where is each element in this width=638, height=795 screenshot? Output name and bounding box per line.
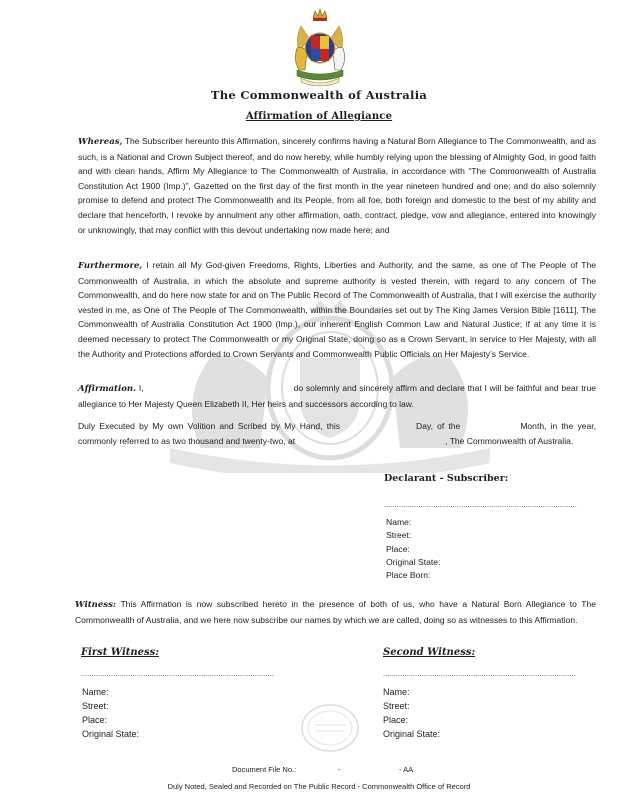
declarant-original-state-field[interactable]: Original State: xyxy=(386,556,441,567)
second-witness-signature-line[interactable]: .......................................................................................... xyxy=(383,671,577,678)
witness-text: This Affirmation is now subscribed hereto in the presence of both of us, who have a Natural Born Allegiance to The Commonwealth of Australia, and we here now subscribe our names by which we are called, doing so as witnesses to this Affirmation. xyxy=(75,599,596,625)
declarant-place-field[interactable]: Place: xyxy=(386,543,410,554)
document-file-label: Document File No.: xyxy=(232,765,297,774)
first-witness-original-state-field[interactable]: Original State: xyxy=(82,729,140,739)
affirmation-pre: I, xyxy=(136,383,144,393)
whereas-paragraph xyxy=(78,134,596,237)
document-file-dash: - xyxy=(338,765,341,774)
page-subtitle: Affirmation of Allegiance xyxy=(245,111,393,122)
first-witness-fields xyxy=(82,685,139,741)
witness-paragraph xyxy=(75,597,596,627)
execution-part2: Day, of the xyxy=(416,421,461,431)
royal-coat-of-arms-icon xyxy=(291,8,349,90)
affirmation-paragraph xyxy=(78,381,596,411)
second-witness-street-field[interactable]: Street: xyxy=(383,701,410,711)
execution-part1: Duly Executed by My own Volition and Scribed by My Hand, this xyxy=(78,421,341,431)
declarant-label: Declarant - Subscriber: xyxy=(384,473,509,484)
first-witness-place-field[interactable]: Place: xyxy=(82,715,108,725)
affirmation-text: do solemnly and sincerely affirm and declare that I will be faithful and bear true allegiance to Her Majesty Queen Elizabeth II, Her heirs and successors according to law. xyxy=(78,383,597,409)
execution-paragraph xyxy=(78,419,596,448)
first-witness-signature-line[interactable]: .......................................................................................... xyxy=(81,671,275,678)
declarant-name-field[interactable]: Name: xyxy=(386,517,412,527)
declarant-signature-line[interactable]: .......................................................................................... xyxy=(384,502,578,509)
affirmation-lead: Affirmation. xyxy=(78,384,137,394)
page-title: The Commonwealth of Australia xyxy=(210,88,428,102)
execution-part4: commonly referred to as two thousand and twenty-two, at xyxy=(78,435,296,446)
second-witness-fields xyxy=(383,685,440,741)
second-witness-original-state-field[interactable]: Original State: xyxy=(383,729,441,739)
declarant-fields xyxy=(386,516,440,582)
whereas-text: The Subscriber hereunto this Affirmation, sincerely confirms having a Natural Born Allegiance to The Commonwealth, and as such, is a National and Crown Subject thereof, and do now hereby, while humbly relying upon the blessing of Almighty God, in good faith and with clean hands, Affirm My Allegiance to The Commonwealth of Australia, in accordance with “The Commonwealth of Australia Constitution Act 1900 (Imp.)”, Gazetted on the first day of the first month in the year nineteen hundred and one; and do also solemnly promise to defend and protect The Commonwealth and its People, from all foe, both foreign and domestic to the best of my ability and declare that henceforth, I revoke by annulment any other affirmation, oath, contract, pledge, vow and allegiance, entered into knowingly or unknowingly, that may conflict with this devout undertaking now made here; and xyxy=(78,136,596,235)
first-witness-name-field[interactable]: Name: xyxy=(82,687,109,697)
second-witness-label: Second Witness: xyxy=(383,647,476,658)
witness-lead: Witness: xyxy=(75,600,117,610)
second-witness-name-field[interactable]: Name: xyxy=(383,687,410,697)
footer-note: Duly Noted, Sealed and Recorded on The Public Record - Commonwealth Office of Record xyxy=(167,782,471,791)
declarant-street-field[interactable]: Street: xyxy=(386,530,412,541)
first-witness-street-field[interactable]: Street: xyxy=(82,701,109,711)
execution-part5: , The Commonwealth of Australia. xyxy=(445,435,574,446)
furthermore-lead: Furthermore, xyxy=(78,261,143,271)
execution-part3: Month, in the year, xyxy=(520,421,597,431)
declarant-place-born-field[interactable]: Place Born: xyxy=(386,570,431,581)
whereas-lead: Whereas, xyxy=(78,137,123,147)
second-witness-place-field[interactable]: Place: xyxy=(383,715,409,725)
first-witness-label: First Witness: xyxy=(81,647,159,658)
furthermore-text: I retain all My God-given Freedoms, Rights, Liberties and Authority, and the same, as one of The People of The Commonwealth of Australia, in which the absolute and supreme authority is vested therein, with regard to any concern of The Commonwealth, and do here now state for and on The Public Record of The Commonwealth of Australia, that I will exercise the authority vested in me, as One of The People of The Commonwealth, within the Boundaries set out by The King James Version Bible [1611], The Commonwealth of Australia Constitution Act 1900 (Imp.), our inherent English Common Law and Natural Justice; if at any time it is deemed necessary to protect The Commonwealth or my Original State, doing so as a Crown Servant, in service to Her Majesty, with all the Authority and Protections afforded to Crown Servants and Commonwealth Public Officials on Her Majesty’s Service. xyxy=(78,260,596,359)
document-file-suffix: - AA xyxy=(399,765,414,774)
furthermore-paragraph xyxy=(78,258,596,361)
office-seal-icon xyxy=(300,703,360,753)
